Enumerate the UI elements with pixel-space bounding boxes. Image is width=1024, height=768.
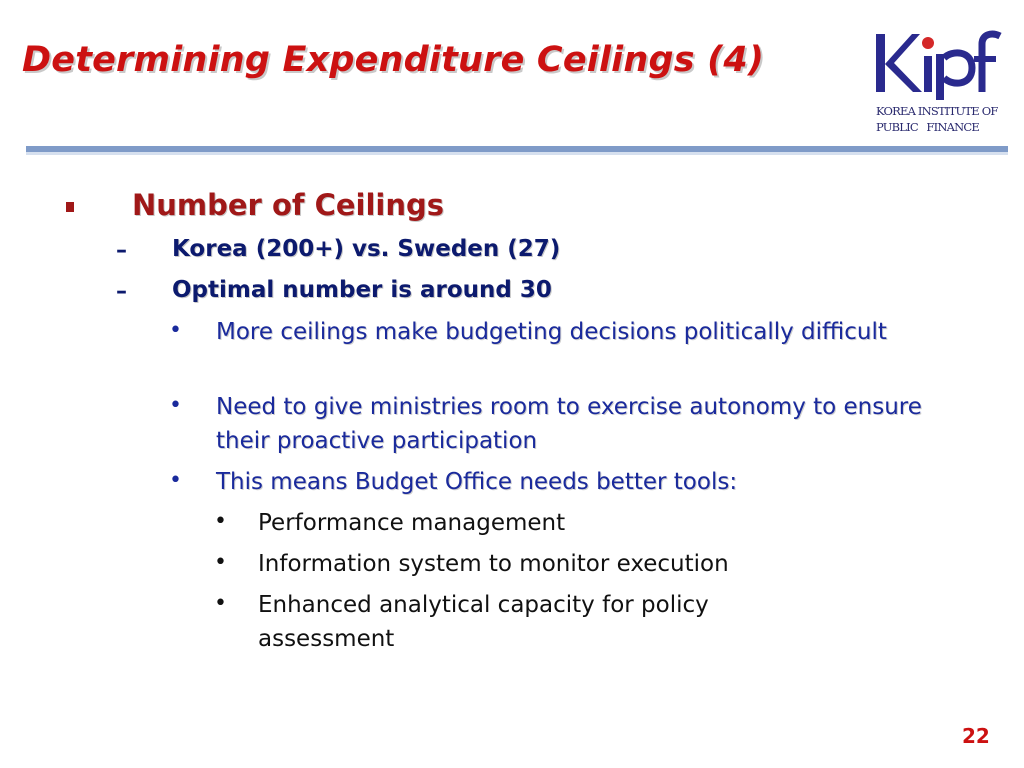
logo-text-line-2: PUBLIC FINANCE xyxy=(876,120,979,134)
bullet-level1-text: Number of Ceilings xyxy=(132,188,445,222)
bullet-level2-text: Korea (200+) vs. Sweden (27) xyxy=(172,236,561,262)
bullet-level4-text: Information system to monitor execution xyxy=(258,551,729,577)
square-bullet-icon xyxy=(66,202,74,212)
dot-bullet-icon: • xyxy=(169,318,182,343)
bullet-level2-text: Optimal number is around 30 xyxy=(172,277,552,303)
page-number: 22 xyxy=(962,724,990,748)
bullet-level4-text: Performance management xyxy=(258,510,566,536)
dot-bullet-icon: • xyxy=(169,468,182,493)
dot-bullet-icon: • xyxy=(214,509,227,534)
dot-bullet-icon: • xyxy=(214,591,227,616)
bullet-level3-text: This means Budget Office needs better tools: xyxy=(216,469,738,495)
bullet-level3-text: More ceilings make budgeting decisions politically difficult xyxy=(216,319,887,345)
logo-text-line-1: KOREA INSTITUTE OF xyxy=(876,104,998,118)
dash-bullet-icon: – xyxy=(116,279,127,304)
dot-bullet-icon: • xyxy=(169,393,182,418)
dash-bullet-icon: – xyxy=(116,238,127,263)
dot-bullet-icon: • xyxy=(214,550,227,575)
bullet-level3-text: Need to give ministries room to exercise autonomy to ensure their proactive participation xyxy=(216,394,922,454)
bullet-level4-text: Enhanced analytical capacity for policy assessment xyxy=(258,592,709,652)
slide-title: Determining Expenditure Ceilings (4) xyxy=(22,40,765,80)
